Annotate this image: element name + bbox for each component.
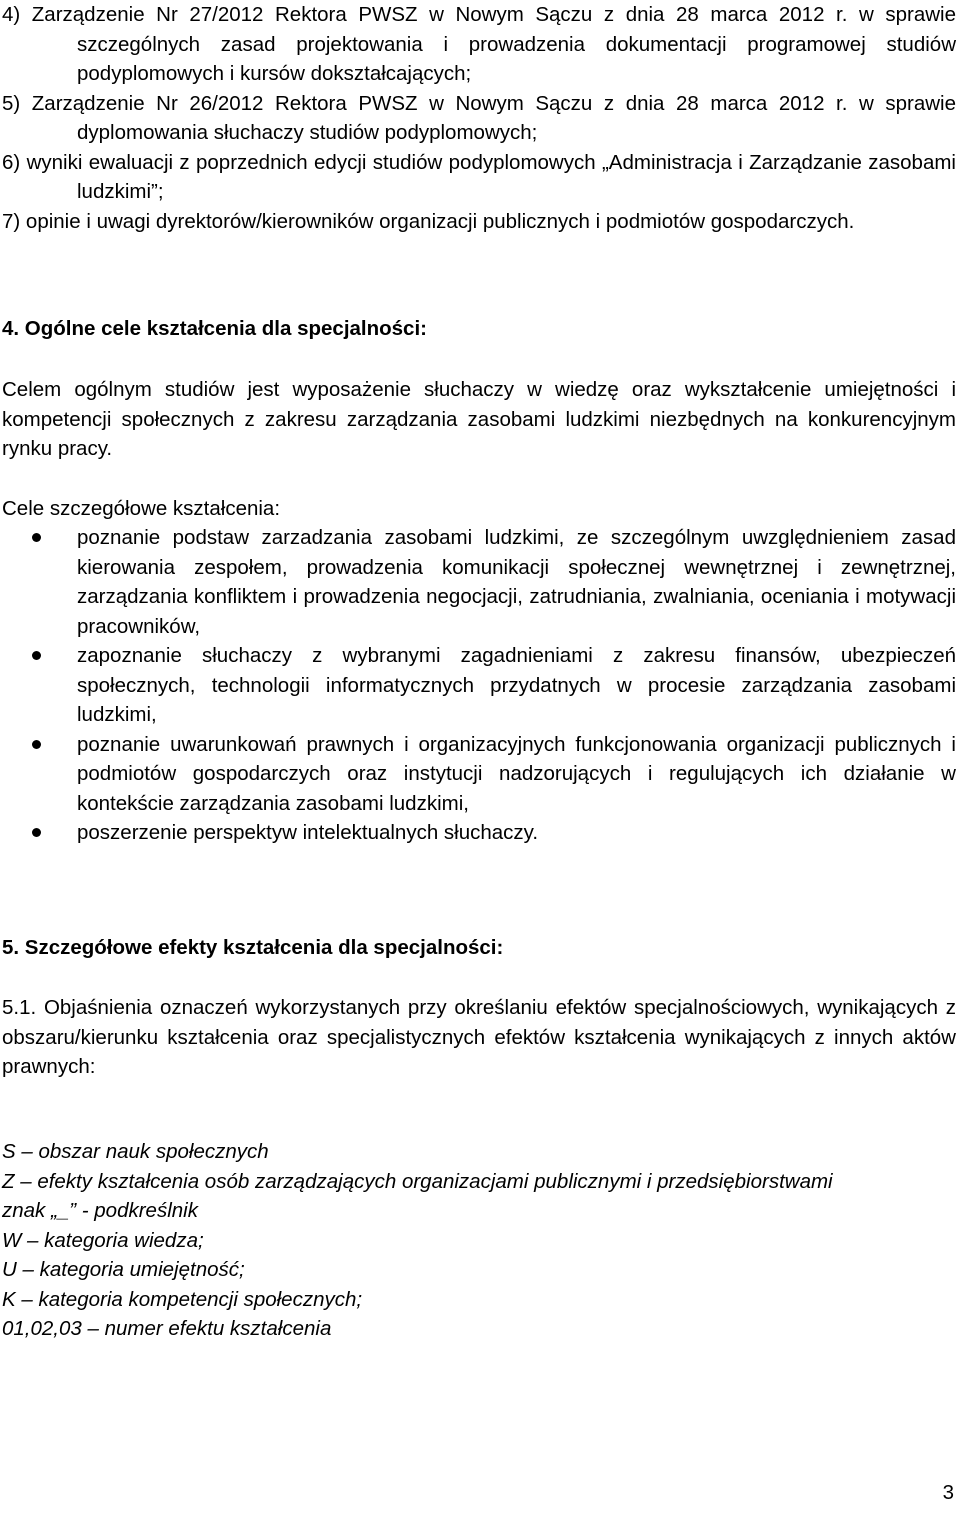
bullet-icon (32, 651, 41, 660)
section-4-heading: 4. Ogólne cele kształcenia dla specjalności: (2, 317, 427, 340)
intro-item-7: 7) opinie i uwagi dyrektorów/kierowników organizacji publicznych i podmiotów gospodarczych. (2, 209, 855, 233)
list-item (0, 818, 956, 848)
intro-item-5: 5) Zarządzenie Nr 26/2012 Rektora PWSZ w Nowym Sączu z dnia 28 marca 2012 r. w sprawie dyplomowania słuchaczy studiów podyplomowych; (2, 91, 956, 144)
detailed-goals-label: Cele szczegółowe kształcenia: (2, 497, 281, 520)
list-item-text: poznanie podstaw zarzadzania zasobami ludzkimi, ze szczególnym uwzględnieniem zasad kierowania zespołem, prowadzenia komunikacji społecznej wewnętrznej i zewnętrznej, zarządzania konfliktem i prowadzenia negocjacji, zatrudniania, zwalniania, oceniania i motywacji pracowników, (77, 526, 956, 638)
legend-item-underscore: znak „_” - podkreślnik (2, 1199, 198, 1222)
general-goal-paragraph: Celem ogólnym studiów jest wyposażenie słuchaczy w wiedzę oraz wykształcenie umiejętności i kompetencji społecznych z zakresu zarządzania zasobami ludzkimi niezbędnych na konkurencyjnym rynku pracy. (2, 378, 956, 460)
bullet-icon (32, 828, 41, 837)
bullet-icon (32, 533, 41, 542)
list-item-text: poszerzenie perspektyw intelektualnych słuchaczy. (77, 821, 539, 844)
bullet-icon (32, 740, 41, 749)
legend-item-k: K – kategoria kompetencji społecznych; (2, 1287, 363, 1311)
section-5-heading: 5. Szczegółowe efekty kształcenia dla specjalności: (2, 936, 504, 959)
legend-item-u: U – kategoria umiejętność; (2, 1258, 245, 1281)
section-5-1-paragraph: 5.1. Objaśnienia oznaczeń wykorzystanych przy określaniu efektów specjalnościowych, wynikających z obszaru/kierunku kształcenia oraz specjalistycznych efektów kształcenia wynikających z innych aktów prawnych: (2, 996, 956, 1078)
legend-item-z: Z – efekty kształcenia osób zarządzających organizacjami publicznymi i przedsiębiorstwami (2, 1169, 833, 1193)
legend-item-number: 01,02,03 – numer efektu kształcenia (2, 1317, 332, 1340)
intro-item-6: 6) wyniki ewaluacji z poprzednich edycji studiów podyplomowych „Administracja i Zarządzanie zasobami ludzkimi”; (2, 150, 956, 203)
legend-list (2, 1137, 956, 1344)
legend-item-w: W – kategoria wiedza; (2, 1228, 204, 1252)
detailed-goals-list (0, 523, 956, 848)
page-number: 3 (942, 1481, 954, 1504)
list-item (0, 523, 956, 641)
list-item (0, 730, 956, 819)
intro-item-4: 4) Zarządzenie Nr 27/2012 Rektora PWSZ w Nowym Sączu z dnia 28 marca 2012 r. w sprawie szczególnych zasad projektowania i prowadzenia dokumentacji programowej studiów podyplomowych i kursów dokształcających; (2, 3, 956, 85)
intro-list (2, 0, 956, 236)
legend-item-s: S – obszar nauk społecznych (2, 1140, 269, 1163)
list-item (0, 641, 956, 730)
list-item-text: zapoznanie słuchaczy z wybranymi zagadnieniami z zakresu finansów, ubezpieczeń społecznych, technologii informatycznych przydatnych w procesie zarządzania zasobami ludzkimi, (77, 644, 956, 726)
list-item-text: poznanie uwarunkowań prawnych i organizacyjnych funkcjonowania organizacji publicznych i podmiotów gospodarczych oraz instytucji nadzorujących i regulujących ich działanie w kontekście zarządzania zasobami ludzkimi, (77, 732, 956, 815)
